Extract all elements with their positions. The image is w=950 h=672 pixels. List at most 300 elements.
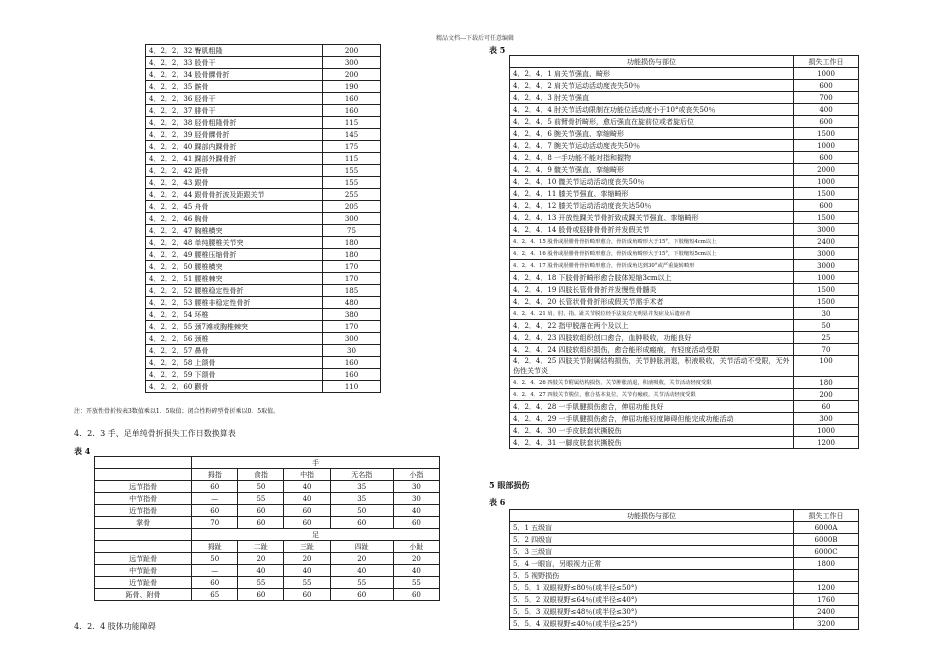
table-row	[146, 321, 381, 333]
table-header-row	[510, 56, 859, 68]
blank-cell	[95, 469, 192, 481]
workday-value-cell: 60	[192, 481, 238, 493]
workday-value-cell: 30	[393, 493, 439, 505]
workday-value-cell: 100	[794, 356, 859, 377]
injury-item-cell: 4．2．4．26 四肢关节附属结构损伤，关节肿胀消退，积液吸收，关节活动轻度受限	[510, 377, 794, 389]
workday-value-cell: 60	[330, 589, 393, 601]
workday-value-cell: 35	[330, 481, 393, 493]
section-423-title: 4．2．3 手、足单纯骨折损失工作日数换算表	[74, 429, 236, 438]
table-row	[146, 357, 381, 369]
injury-item-cell: 4．2．4．24 四肢软组织损伤，愈合能形成瘢痕，有轻度活动受限	[510, 344, 794, 356]
table-row	[510, 176, 859, 188]
workday-value-cell: 170	[323, 321, 381, 333]
workday-value-cell: 40	[284, 565, 330, 577]
table-row	[510, 377, 859, 389]
workday-value-cell: 145	[323, 129, 381, 141]
injury-item-cell: 4．2．2．41 踝部外踝骨折	[146, 153, 323, 165]
workday-value-cell: 600	[794, 200, 859, 212]
injury-item-cell: 4．2．4．3 肘关节强直	[510, 92, 794, 104]
workday-value-cell: 40	[393, 565, 439, 577]
table-row	[510, 260, 859, 272]
workday-value-cell: 300	[323, 57, 381, 69]
workday-value-cell: 200	[323, 45, 381, 57]
finger-col-header: 食指	[238, 469, 284, 481]
injury-item-cell: 4．2．2．36 胫骨干	[146, 93, 323, 105]
workday-value-cell: 180	[323, 249, 381, 261]
eye-injury-table	[509, 509, 859, 630]
table-row	[146, 93, 381, 105]
workday-value-cell: 1500	[794, 284, 859, 296]
toe-col-header: 三趾	[284, 541, 330, 553]
finger-col-header: 无名指	[330, 469, 393, 481]
table-row	[510, 332, 859, 344]
injury-item-cell: 4．2．2．55 颈7滩或胸椎棘突	[146, 321, 323, 333]
finger-col-header: 拇指	[192, 469, 238, 481]
table-row	[146, 237, 381, 249]
table-row	[95, 565, 440, 577]
table-row	[510, 618, 859, 630]
injury-item-cell: 4．2．2．37 腓骨干	[146, 105, 323, 117]
workday-value-cell: 155	[323, 177, 381, 189]
workday-value-cell: 20	[238, 553, 284, 565]
injury-item-cell: 4．2．4．18 下肢骨折畸形愈合肢体短缩3cm以上	[510, 272, 794, 284]
table-row	[146, 333, 381, 345]
table-row	[146, 165, 381, 177]
table5-label: 表 5	[489, 45, 506, 55]
injury-item-cell: 4．2．4．8 一手功能不能对指和握物	[510, 152, 794, 164]
function-injury-header: 功能损伤与部位	[510, 510, 794, 522]
workday-value-cell: 2000	[794, 164, 859, 176]
workday-value-cell: 3000	[794, 260, 859, 272]
limb-function-table	[509, 55, 859, 449]
workday-value-cell: 55	[238, 493, 284, 505]
workday-value-cell: 255	[323, 189, 381, 201]
table-header-row	[510, 510, 859, 522]
table-row	[510, 188, 859, 200]
workday-value-cell: 70	[794, 344, 859, 356]
bone-name-cell: 中节指骨	[95, 493, 192, 505]
injury-item-cell: 4．2．2．59 下颌骨	[146, 369, 323, 381]
table-row	[510, 425, 859, 437]
bone-name-cell: 远节趾骨	[95, 553, 192, 565]
injury-item-cell: 4．2．4．13 开放性踝关节骨折致成踝关节强直、挛缩畸形	[510, 212, 794, 224]
injury-item-cell: 4．2．4．16 股骨或胫腓骨骨折畸形愈合，骨折成角畸形大于15°，下肢缩短5cm以上	[510, 248, 794, 260]
hand-title-row	[95, 457, 440, 469]
workday-value-cell: 60	[284, 589, 330, 601]
injury-item-cell: 4．2．2．42 距骨	[146, 165, 323, 177]
hand-foot-table	[94, 456, 440, 601]
table-row	[510, 582, 859, 594]
workday-value-cell: 1800	[794, 558, 859, 570]
injury-item-cell: 4．2．4．22 指甲脱落在两个及以上	[510, 320, 794, 332]
workday-value-cell: 1500	[794, 296, 859, 308]
injury-item-cell: 5．3 三级盲	[510, 546, 794, 558]
workday-value-cell: 60	[192, 577, 238, 589]
bone-fracture-table	[145, 44, 381, 393]
injury-item-cell: 4．2．2．48 单纯腰椎关节突	[146, 237, 323, 249]
injury-item-cell: 4．2．4．23 四肢软组织创口愈合，血肿吸收，功能良好	[510, 332, 794, 344]
table-row	[510, 104, 859, 116]
workday-value-cell: 160	[323, 105, 381, 117]
table-row	[146, 153, 381, 165]
workday-value-cell: 115	[323, 117, 381, 129]
workday-value-cell: 600	[794, 80, 859, 92]
injury-item-cell: 4．2．2．46 胸骨	[146, 213, 323, 225]
table-row	[510, 200, 859, 212]
workday-value-cell: 205	[323, 201, 381, 213]
injury-item-cell: 4．2．2．34 股骨髁骨折	[146, 69, 323, 81]
workday-value-cell: 30	[393, 481, 439, 493]
bone-name-cell: 跖骨、附骨	[95, 589, 192, 601]
blank-cell	[95, 529, 192, 541]
foot-col-row	[95, 541, 440, 553]
injury-item-cell: 4．2．2．38 胫骨粗隆骨折	[146, 117, 323, 129]
table-row	[146, 249, 381, 261]
table-row	[146, 141, 381, 153]
workday-value-cell: 185	[323, 285, 381, 297]
injury-item-cell: 4．2．4．30 一手皮肤套状撕脱伤	[510, 425, 794, 437]
workday-value-cell: 110	[323, 381, 381, 393]
injury-item-cell: 4．2．4．27 四肢关节脱位，愈合基本复位，关节有瘢痕，关节活动轻度受限	[510, 389, 794, 401]
injury-item-cell: 4．2．2．57 鼻骨	[146, 345, 323, 357]
injury-item-cell: 5．5．4 双眼视野≤40％(或半径≤25°)	[510, 618, 794, 630]
injury-item-cell: 4．2．4．25 四肢关节附属结构损伤，关节肿胀消退，积液吸收，关节活动不受限，无外伤性关节炎	[510, 356, 794, 377]
injury-item-cell: 4．2．4．4 肘关节活动限制在功能位活动度小于10°或丧失50％	[510, 104, 794, 116]
table-row	[95, 493, 440, 505]
workday-value-cell: 40	[330, 565, 393, 577]
workday-value-cell: 55	[393, 577, 439, 589]
injury-item-cell: 4．2．4．29 一手肌腱损伤愈合，伸屈功能轻度障碍但能完成功能活动	[510, 413, 794, 425]
workday-value-cell: 400	[794, 104, 859, 116]
injury-item-cell: 4．2．4．6 腕关节强直、挛缩畸形	[510, 128, 794, 140]
injury-item-cell: 4．2．2．51 腰椎棘突	[146, 273, 323, 285]
workday-value-cell: 300	[794, 413, 859, 425]
workday-value-cell: 50	[238, 481, 284, 493]
injury-item-cell: 4．2．2．40 踝部内踝骨折	[146, 141, 323, 153]
workday-value-cell: 200	[794, 389, 859, 401]
workday-value-cell: 55	[284, 577, 330, 589]
workday-value-cell: 6000C	[794, 546, 859, 558]
workday-value-cell: 175	[323, 141, 381, 153]
table-row	[95, 553, 440, 565]
table-row	[95, 517, 440, 529]
table-row	[510, 164, 859, 176]
toe-col-header: 拇趾	[192, 541, 238, 553]
table-note: 注：开放性骨折按表3数值乘以1．5取值；闭合性粉碎型骨折乘以0．5取值。	[74, 408, 280, 415]
workday-value-cell: 300	[323, 333, 381, 345]
hand-col-row	[95, 469, 440, 481]
bone-name-cell: 近节趾骨	[95, 577, 192, 589]
injury-item-cell: 4．2．2．32 臀肌粗隆	[146, 45, 323, 57]
workday-value-cell: 60	[192, 505, 238, 517]
workday-value-cell: 60	[238, 505, 284, 517]
table-row	[510, 140, 859, 152]
table-row	[510, 534, 859, 546]
table-row	[95, 589, 440, 601]
table-row	[510, 152, 859, 164]
table-row	[146, 81, 381, 93]
workday-value-cell: 180	[323, 237, 381, 249]
injury-item-cell: 4．2．2．50 腰椎横突	[146, 261, 323, 273]
injury-item-cell: 4．2．2．33 股骨干	[146, 57, 323, 69]
injury-item-cell: 4．2．2．44 跟骨骨折波及距跟关节	[146, 189, 323, 201]
workday-value-cell: 190	[323, 81, 381, 93]
toe-col-header: 小趾	[393, 541, 439, 553]
workday-value-cell: 1500	[794, 212, 859, 224]
injury-item-cell: 4．2．4．15 股骨或胫腓骨骨折畸形愈合，骨折成角畸形大于15°，下肢缩短4cm以上	[510, 236, 794, 248]
workday-value-cell: 6000B	[794, 534, 859, 546]
table-row	[510, 522, 859, 534]
table-row	[510, 401, 859, 413]
workday-value-cell: 1000	[794, 140, 859, 152]
injury-item-cell: 5．2 四级盲	[510, 534, 794, 546]
injury-item-cell: 4．2．4．5 前臂骨折畸形，愈后强直在旋前位或者旋后位	[510, 116, 794, 128]
table-row	[95, 577, 440, 589]
table-row	[146, 201, 381, 213]
table-row	[146, 213, 381, 225]
table6-label: 表 6	[489, 497, 506, 507]
workday-value-cell: —	[192, 493, 238, 505]
workday-value-cell: 300	[323, 213, 381, 225]
workday-value-cell: 50	[330, 505, 393, 517]
injury-item-cell: 4．2．4．7 腕关节运动活动度丧失50％	[510, 140, 794, 152]
table-row	[510, 320, 859, 332]
workday-value-cell: 6000A	[794, 522, 859, 534]
workday-value-cell: 160	[323, 369, 381, 381]
workday-value-cell: 200	[323, 69, 381, 81]
table4-label: 表 4	[74, 446, 91, 456]
table-row	[146, 261, 381, 273]
workday-value-cell: 30	[794, 308, 859, 320]
table-row	[510, 356, 859, 377]
workday-value-cell: 65	[192, 589, 238, 601]
injury-item-cell: 5．5．2 双眼视野≤64％(或半径≤40°)	[510, 594, 794, 606]
workday-value-cell: 35	[330, 493, 393, 505]
workday-value-cell: 20	[284, 553, 330, 565]
table-row	[510, 284, 859, 296]
workday-value-cell: 380	[323, 309, 381, 321]
hand-title-cell: 手	[192, 457, 440, 469]
table-row	[146, 57, 381, 69]
table-row	[146, 105, 381, 117]
workday-value-cell: 60	[393, 517, 439, 529]
table-row	[510, 594, 859, 606]
workday-value-cell: 50	[794, 320, 859, 332]
workday-value-cell: 70	[192, 517, 238, 529]
finger-col-header: 中指	[284, 469, 330, 481]
workday-value-cell: 20	[330, 553, 393, 565]
workday-value-cell: 160	[323, 93, 381, 105]
workday-value-cell: 600	[794, 116, 859, 128]
injury-item-cell: 4．2．2．45 舟骨	[146, 201, 323, 213]
table-row	[510, 80, 859, 92]
workday-value-cell: 55	[330, 577, 393, 589]
table-row	[146, 225, 381, 237]
injury-item-cell: 4．2．4．12 膝关节运动活动度丧失达50％	[510, 200, 794, 212]
toe-col-header: 四趾	[330, 541, 393, 553]
table-row	[510, 546, 859, 558]
table-row	[510, 344, 859, 356]
injury-item-cell: 4．2．2．43 跟骨	[146, 177, 323, 189]
injury-item-cell: 4．2．4．1 肩关节强直、畸形	[510, 68, 794, 80]
finger-col-header: 小指	[393, 469, 439, 481]
table-row	[510, 68, 859, 80]
foot-title-row	[95, 529, 440, 541]
injury-item-cell: 4．2．4．17 股骨或胫腓骨骨折畸形愈合，骨折成角达到30°或严重旋转畸形	[510, 260, 794, 272]
blank-cell	[95, 541, 192, 553]
table-row	[510, 248, 859, 260]
workday-value-cell: 25	[794, 332, 859, 344]
table-row	[146, 129, 381, 141]
table-row	[510, 128, 859, 140]
workday-value-cell: 40	[393, 505, 439, 517]
workday-value-cell: 60	[794, 401, 859, 413]
table-row	[510, 212, 859, 224]
bone-name-cell: 中节趾骨	[95, 565, 192, 577]
bone-name-cell: 掌骨	[95, 517, 192, 529]
injury-item-cell: 4．2．2．52 腰椎稳定性骨折	[146, 285, 323, 297]
table-row	[510, 308, 859, 320]
injury-item-cell: 4．2．4．10 髋关节运动活动度丧失50％	[510, 176, 794, 188]
table-row	[95, 505, 440, 517]
table-row	[146, 45, 381, 57]
workday-value-cell: 170	[323, 273, 381, 285]
workday-value-cell	[794, 570, 859, 582]
injury-item-cell: 4．2．4．19 四肢长管骨骨折并发慢性骨髓炎	[510, 284, 794, 296]
workday-value-cell: 115	[323, 153, 381, 165]
workday-value-cell: 1200	[794, 582, 859, 594]
table-row	[146, 297, 381, 309]
workday-value-cell: 60	[238, 517, 284, 529]
table-row	[95, 481, 440, 493]
workday-value-cell: 170	[323, 261, 381, 273]
injury-item-cell: 4．2．2．56 颈椎	[146, 333, 323, 345]
table-row	[510, 92, 859, 104]
workday-value-cell: 55	[238, 577, 284, 589]
function-injury-header: 功能损伤与部位	[510, 56, 794, 68]
workday-value-cell: 180	[794, 377, 859, 389]
injury-item-cell: 4．2．4．2 肩关节运动活动度丧失50％	[510, 80, 794, 92]
injury-item-cell: 4．2．4．31 一脚皮肤套状撕脱伤	[510, 437, 794, 449]
workday-value-cell: 60	[393, 589, 439, 601]
workday-value-cell: 1000	[794, 176, 859, 188]
table-row	[510, 296, 859, 308]
injury-item-cell: 4．2．4．20 长管状骨骨折形成假关节需手术者	[510, 296, 794, 308]
toe-col-header: 二趾	[238, 541, 284, 553]
workday-value-cell: 1000	[794, 425, 859, 437]
injury-item-cell: 4．2．2．49 腰椎压缩骨折	[146, 249, 323, 261]
table-row	[146, 309, 381, 321]
table-row	[146, 369, 381, 381]
workday-value-cell: 60	[284, 517, 330, 529]
blank-cell	[95, 457, 192, 469]
workday-value-cell: 1500	[794, 188, 859, 200]
table-row	[510, 413, 859, 425]
workday-value-cell: 3000	[794, 224, 859, 236]
injury-item-cell: 4．2．2．53 腰椎非稳定性骨折	[146, 297, 323, 309]
workday-value-cell: 1500	[794, 128, 859, 140]
table-row	[146, 189, 381, 201]
table-row	[510, 272, 859, 284]
workday-value-cell: 75	[323, 225, 381, 237]
injury-item-cell: 4．2．2．47 胸椎横突	[146, 225, 323, 237]
workday-value-cell: 50	[192, 553, 238, 565]
table-row	[146, 273, 381, 285]
table-row	[146, 381, 381, 393]
workday-value-cell: 40	[238, 565, 284, 577]
workday-value-cell: 2400	[794, 236, 859, 248]
injury-item-cell: 4．2．2．58 上颌骨	[146, 357, 323, 369]
injury-item-cell: 4．2．2．39 胫骨髁骨折	[146, 129, 323, 141]
table-row	[510, 570, 859, 582]
table-row	[510, 606, 859, 618]
workday-value-cell: 600	[794, 152, 859, 164]
workday-value-cell: 2400	[794, 606, 859, 618]
workday-value-cell: 60	[238, 589, 284, 601]
injury-item-cell: 4．2．4．21 肩、肘、指、趾关节脱位经手法复位无明显并发症及后遗症者	[510, 308, 794, 320]
workday-value-cell: 40	[284, 493, 330, 505]
injury-item-cell: 5．5．3 双眼视野≤48％(或半径≤30°)	[510, 606, 794, 618]
workday-value-cell: 700	[794, 92, 859, 104]
table-row	[510, 116, 859, 128]
injury-item-cell: 5．5．1 双眼视野≤80％(或半径≤50°)	[510, 582, 794, 594]
workday-value-cell: 20	[393, 553, 439, 565]
workday-value-cell: 1200	[794, 437, 859, 449]
workday-value-cell: 3000	[794, 248, 859, 260]
injury-item-cell: 5．1 五级盲	[510, 522, 794, 534]
injury-item-cell: 4．2．4．28 一手肌腱损伤愈合，伸屈功能良好	[510, 401, 794, 413]
injury-item-cell: 4．2．4．11 膝关节强直、挛缩畸形	[510, 188, 794, 200]
table-row	[146, 69, 381, 81]
section-5-title: 5 眼部损伤	[489, 480, 530, 490]
workday-header: 损失工作日	[794, 510, 859, 522]
table-row	[510, 236, 859, 248]
workday-value-cell: —	[192, 565, 238, 577]
injury-item-cell: 5．4 一眼盲，另眼视力正常	[510, 558, 794, 570]
workday-header: 损失工作日	[794, 56, 859, 68]
injury-item-cell: 4．2．2．35 髌骨	[146, 81, 323, 93]
workday-value-cell: 60	[284, 505, 330, 517]
workday-value-cell: 60	[330, 517, 393, 529]
workday-value-cell: 40	[284, 481, 330, 493]
table-row	[510, 389, 859, 401]
workday-value-cell: 155	[323, 165, 381, 177]
table-row	[146, 177, 381, 189]
page-header: 精品文档---下载后可任意编辑	[435, 35, 515, 42]
table-row	[146, 117, 381, 129]
workday-value-cell: 1760	[794, 594, 859, 606]
injury-item-cell: 4．2．2．54 环椎	[146, 309, 323, 321]
section-424-title: 4．2．4 肢体功能障碍	[74, 622, 156, 631]
injury-item-cell: 4．2．2．60 颧骨	[146, 381, 323, 393]
table-row	[510, 558, 859, 570]
table-row	[510, 224, 859, 236]
injury-item-cell: 4．2．4．14 股骨或胫腓骨骨折并发假关节	[510, 224, 794, 236]
workday-value-cell: 30	[323, 345, 381, 357]
injury-item-cell: 5．5 视野损伤	[510, 570, 794, 582]
bone-name-cell: 近节指骨	[95, 505, 192, 517]
workday-value-cell: 160	[323, 357, 381, 369]
workday-value-cell: 1000	[794, 272, 859, 284]
injury-item-cell: 4．2．4．9 髋关节强直、挛缩畸形	[510, 164, 794, 176]
workday-value-cell: 480	[323, 297, 381, 309]
table-row	[146, 285, 381, 297]
foot-title-cell: 足	[192, 529, 440, 541]
bone-name-cell: 远节指骨	[95, 481, 192, 493]
table-row	[146, 345, 381, 357]
workday-value-cell: 3200	[794, 618, 859, 630]
workday-value-cell: 1000	[794, 68, 859, 80]
